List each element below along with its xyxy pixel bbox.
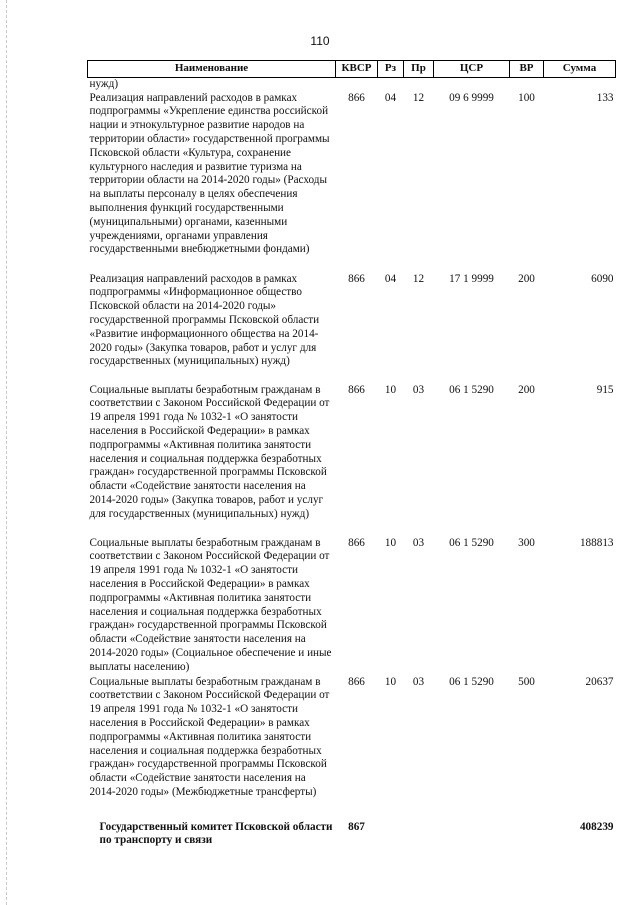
summary-empty-cell [510, 815, 544, 849]
row-sum: 6090 [591, 272, 614, 285]
column-header-pr: Пр [404, 61, 434, 78]
row-sum: 188813 [579, 536, 614, 549]
table-row [88, 384, 616, 537]
row-vr: 500 [518, 675, 535, 688]
row-rz: 04 [384, 91, 397, 104]
column-header-vr: ВР [510, 61, 544, 78]
summary-name: Государственный комитет Псковской области по транспорту и связи [99, 820, 333, 847]
continuation-text: нужд) [89, 77, 119, 90]
row-pr: 12 [412, 91, 425, 104]
summary-sum: 408239 [579, 820, 614, 833]
row-sum: 20637 [585, 675, 614, 688]
row-pr: 03 [412, 536, 425, 549]
row-vr: 100 [518, 91, 535, 104]
row-pr: 03 [412, 383, 425, 396]
summary-empty-cell [434, 815, 510, 849]
row-kvsr: 866 [348, 675, 365, 688]
scan-edge-line [6, 0, 8, 905]
continuation-row [88, 77, 616, 91]
row-csr: 17 1 9999 [449, 272, 494, 285]
summary-row [88, 815, 616, 849]
page-number: 110 [310, 34, 330, 48]
row-csr: 09 6 9999 [449, 91, 494, 104]
summary-empty-cell [378, 815, 404, 849]
row-name: Реализация направлений расходов в рамках подпрограммы «Информационное общество Псковской области на 2014-2020 годы» государственной программы Псковской области «Развитие информационного общества на 2014-2020 годы» (Закупка товаров, работ и услуг для государственных (муниципальных) нужд) [89, 272, 320, 368]
row-csr: 06 1 5290 [449, 536, 494, 549]
column-header-csr: ЦСР [434, 61, 510, 78]
row-name: Реализация направлений расходов в рамках подпрограммы «Укрепление единства российской нации и этнокультурное развитие народов на территории области» государственной программы Псковской области «Культура, сохранение культурного наследия и развитие туризма на территории области на 2014-2020 годы» (Расходы на выплаты персоналу в целях обеспечения выполнения функций государственными (муниципальными) органами, казенными учреждениями, органами управления государственными внебюджетными фондами) [89, 91, 330, 256]
row-vr: 300 [518, 536, 535, 549]
column-header-kvsr: КВСР [336, 61, 378, 78]
column-header-sum: Сумма [544, 61, 616, 78]
row-kvsr: 866 [348, 272, 365, 285]
table-row [88, 273, 616, 384]
row-rz: 10 [384, 536, 397, 549]
row-kvsr: 866 [348, 536, 365, 549]
row-rz: 10 [384, 675, 397, 688]
row-name: Социальные выплаты безработным гражданам в соответствии с Законом Российской Федерации от 19 апреля 1991 года № 1032-1 «О занятости населения в Российской Федерации» в рамках подпрограммы «Активная политика занятости населения и социальная поддержка безработных граждан» государственной программы Псковской области «Содействие занятости населения на 2014-2020 годы» (Социальное обеспечение и иные выплаты населению) [89, 536, 332, 673]
row-sum: 915 [596, 383, 614, 396]
row-sum: 133 [596, 91, 614, 104]
column-header-rz: Рз [378, 61, 404, 78]
row-rz: 10 [384, 383, 397, 396]
row-rz: 04 [384, 272, 397, 285]
row-vr: 200 [518, 383, 535, 396]
row-vr: 200 [518, 272, 535, 285]
row-kvsr: 866 [348, 383, 365, 396]
summary-empty-cell [404, 815, 434, 849]
table-row [88, 537, 616, 676]
row-csr: 06 1 5290 [449, 383, 494, 396]
table-row [88, 676, 616, 815]
budget-table [87, 60, 616, 848]
column-header-name: Наименование [88, 61, 336, 78]
row-csr: 06 1 5290 [449, 675, 494, 688]
row-kvsr: 866 [348, 91, 365, 104]
table-row [88, 92, 616, 273]
row-name: Социальные выплаты безработным гражданам в соответствии с Законом Российской Федерации от 19 апреля 1991 года № 1032-1 «О занятости населения в Российской Федерации» в рамках подпрограммы «Активная политика занятости населения и социальная поддержка безработных граждан» государственной программы Псковской области «Содействие занятости населения на 2014-2020 годы» (Закупка товаров, работ и услуг для государственных (муниципальных) нужд) [89, 383, 330, 520]
row-name: Социальные выплаты безработным гражданам в соответствии с Законом Российской Федерации от 19 апреля 1991 года № 1032-1 «О занятости населения в Российской Федерации» в рамках подпрограммы «Активная политика занятости населения и социальная поддержка безработных граждан» государственной программы Псковской области «Содействие занятости населения на 2014-2020 годы» (Межбюджетные трансферты) [89, 675, 330, 798]
table-header-row [88, 61, 616, 78]
summary-kvsr: 867 [348, 820, 365, 833]
row-pr: 12 [412, 272, 425, 285]
row-pr: 03 [412, 675, 425, 688]
